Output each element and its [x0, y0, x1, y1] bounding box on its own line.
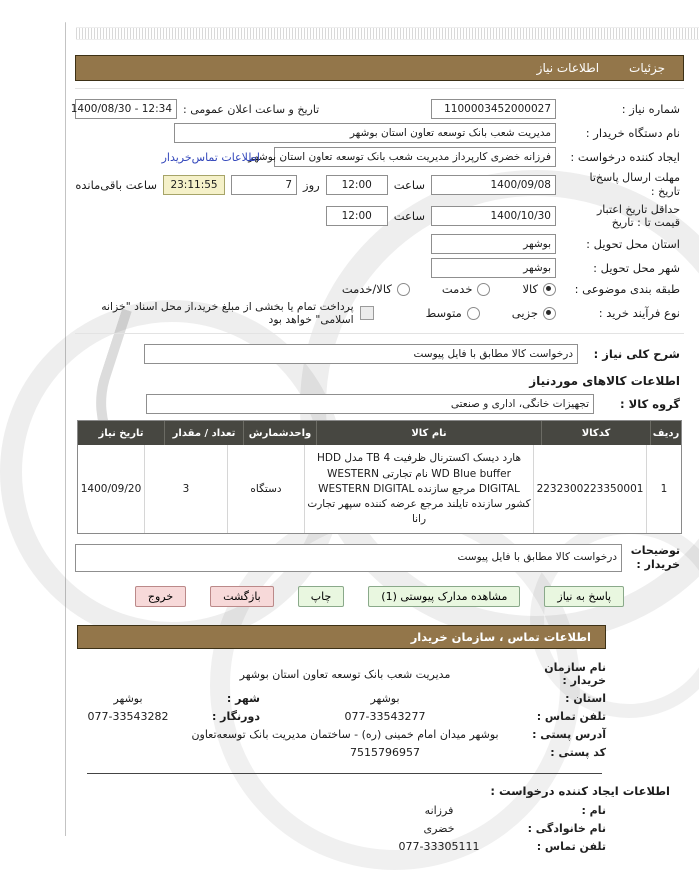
postal-address-value: بوشهر میدان امام خمینی (ره) - ساختمان مدیریت بانک توسعه‌تعاون: [191, 728, 499, 742]
postal-address-label: آدرس پستی :: [532, 728, 606, 742]
col-name: نام کالا: [316, 421, 541, 445]
request-creator-field[interactable]: فرزانه خضری کارپرداز مدیریت شعب بانک توسعه تعاون استان بوشهر: [274, 147, 556, 167]
tab-details[interactable]: جزئیات: [629, 61, 665, 75]
announce-datetime-field[interactable]: 12:34 - 1400/08/30: [75, 99, 177, 119]
deadline-label-line1: مهلت ارسال پاسخ‌تا: [589, 171, 680, 184]
contact-phone-label: تلفن تماس :: [536, 710, 606, 724]
contact-fax-value: 077-33543282: [87, 710, 169, 724]
cell-name: هارد دیسک اکسترنال ظرفیت 4 TB مدل HDD WD Blue buffer نام تجارتی WESTERN DIGITAL مرجع سازنده WESTERN DIGITAL کشور سازنده تایلند مرجع عرضه کننده سپهر تجارت رانا: [304, 445, 533, 533]
creator-first-name-label: نام :: [581, 804, 606, 818]
price-validity-label-line1: حداقل تاریخ اعتبار: [596, 202, 680, 216]
delivery-province-field[interactable]: بوشهر: [431, 234, 556, 254]
deadline-date-field[interactable]: 1400/09/08: [431, 175, 556, 195]
process-type-label: نوع فرآیند خرید :: [598, 306, 680, 321]
contact-province-value: بوشهر: [370, 692, 400, 706]
radio-minor[interactable]: [543, 307, 556, 320]
tab-bar: [75, 55, 684, 81]
radio-medium-label: متوسط: [425, 306, 462, 321]
divider: [75, 88, 684, 89]
creator-info-title: اطلاعات ایجاد کننده درخواست :: [490, 784, 670, 799]
tab-need-info[interactable]: اطلاعات نیاز: [536, 61, 600, 75]
postal-code-label: کد پستی :: [550, 746, 606, 760]
buyer-note-label: [628, 544, 680, 572]
price-validity-label: [562, 203, 680, 231]
divider: [75, 333, 684, 334]
section-divider: [87, 773, 602, 774]
col-date: تاریخ نیاز: [98, 427, 144, 439]
org-name-value: مدیریت شعب بانک توسعه تعاون استان بوشهر: [239, 667, 451, 681]
cell-qty: 3: [144, 445, 227, 533]
goods-group-label: گروه کالا :: [620, 397, 680, 412]
table-row: [78, 445, 681, 533]
need-number-field[interactable]: 1100003452000027: [431, 99, 556, 119]
top-hatched-band: [76, 27, 699, 40]
contact-city-label: شهر :: [226, 692, 260, 706]
remaining-time-label: ساعت باقی‌مانده: [75, 177, 158, 192]
buyer-contact-link[interactable]: اطلاعات تماس‌خریدار: [161, 150, 260, 164]
need-details-page: [60, 0, 699, 854]
buyer-note-label-line2: خریدار :: [636, 558, 680, 572]
goods-group-field[interactable]: تجهیزات خانگی، اداری و صنعتی: [146, 394, 594, 414]
radio-goods-service-label: کالا/خدمت: [341, 282, 392, 297]
request-creator-label: ایجاد کننده درخواست :: [570, 149, 680, 164]
deadline-hour-field[interactable]: 12:00: [326, 175, 388, 195]
creator-phone-value: 077-33305111: [398, 840, 480, 854]
creator-first-name-value: فرزانه: [424, 804, 454, 818]
delivery-city-label: شهر محل تحویل :: [593, 260, 680, 275]
need-desc-label: شرح کلی نیاز :: [593, 347, 680, 362]
deadline-days-label: روز: [303, 177, 320, 192]
action-buttons: [75, 586, 684, 607]
goods-section-title: اطلاعات کالاهای موردنیاز: [529, 374, 680, 389]
delivery-province-label: استان محل تحویل :: [586, 236, 680, 251]
cell-date: 1400/09/20: [80, 482, 142, 495]
creator-phone-label: تلفن تماس :: [536, 840, 606, 854]
print-button[interactable]: چاپ: [298, 586, 345, 607]
deadline-days-field[interactable]: 7: [231, 175, 297, 195]
cell-code: 2232300223350001: [533, 445, 646, 533]
goods-table: [77, 420, 682, 534]
creator-last-name-label: نام خانوادگی :: [527, 822, 606, 836]
buyer-note-label-line1: توضیحات: [630, 544, 680, 558]
exit-button[interactable]: خروج: [135, 586, 186, 607]
col-unit: واحدشمارش: [243, 421, 316, 445]
remaining-time-box: 23:11:55: [163, 175, 225, 195]
radio-service[interactable]: [477, 283, 490, 296]
postal-code-value: 7515796957: [350, 746, 420, 760]
radio-goods-service[interactable]: [397, 283, 410, 296]
cell-row: 1: [646, 445, 681, 533]
delivery-city-field[interactable]: بوشهر: [431, 258, 556, 278]
buyer-org-label: نام دستگاه خریدار :: [585, 125, 680, 140]
radio-service-label: خدمت: [441, 282, 473, 297]
radio-goods[interactable]: [543, 283, 556, 296]
cell-unit: دستگاه: [227, 445, 304, 533]
creator-last-name-value: خضری: [423, 822, 455, 836]
org-name-label: نام سازمان خریدار :: [544, 661, 606, 688]
radio-medium[interactable]: [467, 307, 480, 320]
contact-city-value: بوشهر: [113, 692, 143, 706]
announce-label: تاریخ و ساعت اعلان عمومی :: [183, 102, 320, 116]
back-button[interactable]: بازگشت: [210, 586, 274, 607]
need-desc-field[interactable]: درخواست کالا مطابق با فایل پیوست: [144, 344, 578, 364]
deadline-hour-label: ساعت: [393, 177, 425, 192]
price-validity-hour-field[interactable]: 12:00: [326, 206, 388, 226]
price-validity-date-field[interactable]: 1400/10/30: [431, 206, 556, 226]
buyer-note-field[interactable]: درخواست کالا مطابق با فایل پیوست: [75, 544, 622, 572]
deadline-label: [562, 171, 680, 199]
col-qty: تعداد / مقدار: [164, 421, 243, 445]
need-number-label: شماره نیاز :: [621, 101, 680, 116]
treasury-payment-checkbox[interactable]: [360, 306, 374, 320]
radio-minor-label: جزیی: [511, 306, 538, 321]
respond-to-need-button[interactable]: پاسخ به نیاز: [544, 586, 624, 607]
contact-phone-value: 077-33543277: [344, 710, 426, 724]
goods-table-header: [78, 421, 681, 445]
col-code: کدکالا: [541, 421, 650, 445]
treasury-payment-label: پرداخت تمام یا بخشی از مبلغ خرید،از محل اسناد "خزانه اسلامی" خواهد بود: [101, 300, 354, 327]
contact-province-label: استان :: [565, 692, 606, 706]
deadline-label-line2: تاریخ :: [650, 184, 680, 198]
col-row: ردیف: [650, 421, 681, 445]
radio-goods-label: کالا: [522, 282, 538, 297]
contact-fax-label: دورنگار :: [211, 710, 260, 724]
buyer-org-field[interactable]: مدیریت شعب بانک توسعه تعاون استان بوشهر: [174, 123, 556, 143]
price-validity-label-line2: قیمت تا : تاریخ: [611, 216, 680, 230]
view-attachments-button[interactable]: مشاهده مدارک پیوستی (1): [368, 586, 520, 607]
contact-section-bar: اطلاعات تماس ، سازمان خریدار: [77, 625, 606, 649]
classification-label: طبقه بندی موضوعی :: [574, 282, 680, 296]
price-validity-hour-label: ساعت: [393, 209, 425, 224]
